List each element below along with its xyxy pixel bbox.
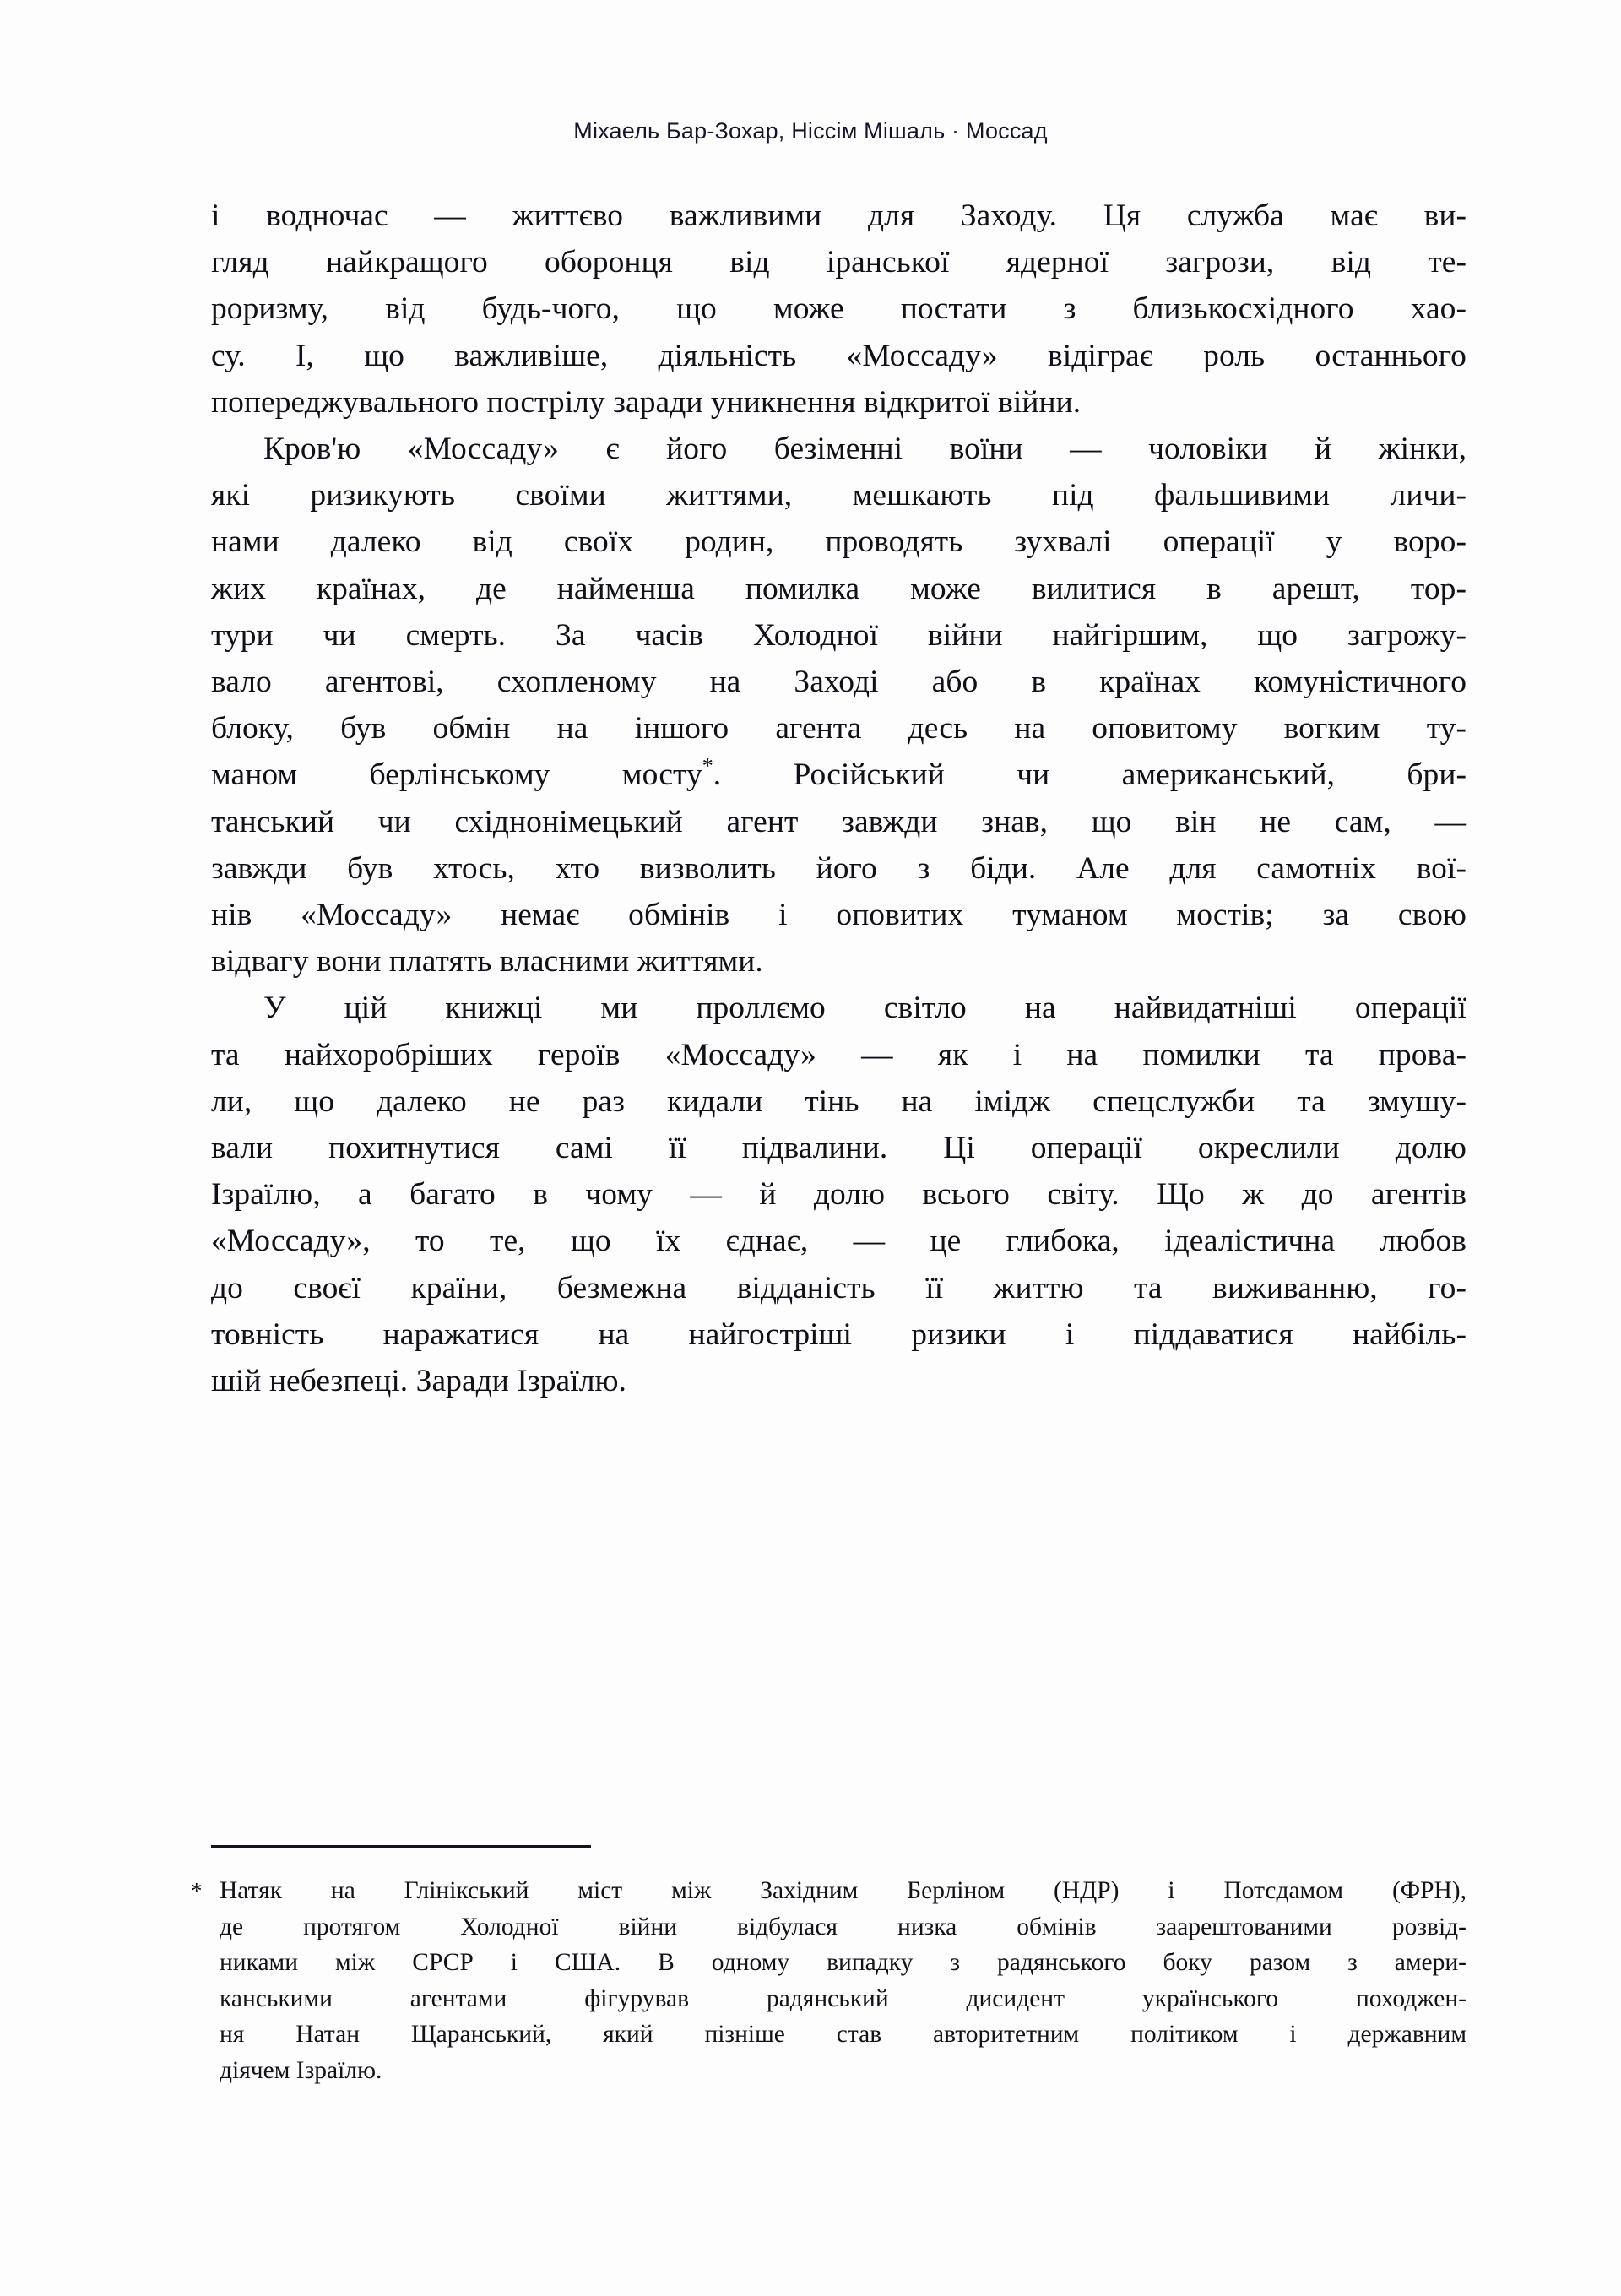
- text-line: шій небезпеці. Заради Ізраїлю.: [211, 1364, 626, 1399]
- footnote-line: никами між СРСР і США. В одному випадку з радянського боку разом з амери-: [220, 1949, 1466, 1977]
- text-line: тури чи смерть. За часів Холодної війни найгіршим, що загрожу-: [211, 617, 1466, 653]
- paragraph-2: [211, 426, 1466, 985]
- text-line: завжди був хтось, хто визволить його з біди. Але для самотніх вої-: [211, 850, 1466, 886]
- footnote-block: [187, 1873, 1466, 2089]
- text-line: нів «Моссаду» немає обмінів і оповитих туманом мостів; за свою: [211, 898, 1466, 933]
- footnote-row: [187, 1873, 1466, 2089]
- paragraph-1: [211, 193, 1466, 426]
- footnote-line: канськими агентами фігурував радянський дисидент українського походжен-: [220, 1984, 1466, 2012]
- text-line: ли, що далеко не раз кидали тінь на імідж спецслужби та змушу-: [211, 1083, 1466, 1119]
- text-line: жих країнах, де найменша помилка може вилитися в арешт, тор-: [211, 571, 1466, 606]
- text-line: блоку, був обмін на іншого агента десь на оповитому вогким ту-: [211, 711, 1466, 746]
- text-line: «Моссаду», то те, що їх єднає, — це глибока, ідеалістична любов: [211, 1224, 1466, 1259]
- footnote-text: [220, 1873, 1466, 2089]
- text-line: відвагу вони платять власними життями.: [211, 944, 763, 980]
- text-line: які ризикують своїми життями, мешкають під фальшивими личи-: [211, 478, 1466, 513]
- text-line: гляд найкращого оборонця від іранської ядерної загрози, від те-: [211, 245, 1466, 280]
- text-line: Ізраїлю, а багато в чому — й долю всього світу. Що ж до агентів: [211, 1177, 1466, 1213]
- footnote-line: Натяк на Глінікський міст між Західним Берліном (НДР) і Потсдамом (ФРН),: [220, 1877, 1466, 1904]
- text-line: У цій книжці ми проллємо світло на найвидатніші операції: [263, 991, 1466, 1026]
- text-line: та найхоробріших героїв «Моссаду» — як і на помилки та прова-: [211, 1037, 1466, 1072]
- footnote-line: ня Натан Щаранський, який пізніше став авторитетним політиком і державним: [220, 2021, 1466, 2049]
- text-line-with-footnote-ref: маном берлінському мосту*. Російський чи американський, бри-: [211, 753, 1466, 793]
- paragraph-3: [211, 985, 1466, 1404]
- text-line: і водночас — життєво важливими для Заходу. Ця служба має ви-: [211, 198, 1466, 233]
- footnote-line: де протягом Холодної війни відбулася низка обмінів заарештованими розвід-: [220, 1913, 1466, 1940]
- text-line: попереджувального пострілу заради уникнення відкритої війни.: [211, 384, 1082, 420]
- footnote-line: діячем Ізраїлю.: [220, 2056, 382, 2084]
- text-line: до своєї країни, безмежна відданість її життю та виживанню, го-: [211, 1270, 1466, 1305]
- body-text-block: [211, 193, 1466, 1404]
- running-header: Міхаель Бар-Зохар, Ніссім Мішаль · Моссад: [573, 118, 1048, 144]
- text-line: нами далеко від своїх родин, проводять зухвалі операції у воро-: [211, 524, 1466, 560]
- text-line: роризму, від будь-чого, що може постати з близькосхідного хао-: [211, 291, 1466, 327]
- text-line: танський чи східнонімецький агент завжди знав, що він не сам, —: [211, 804, 1466, 839]
- text-line: Кров'ю «Моссаду» є його безіменні воїни — чоловіки й жінки,: [263, 432, 1466, 467]
- footnote-marker: *: [191, 1878, 203, 1903]
- text-line: вало агентові, схопленому на Заході або в країнах комуністичного: [211, 665, 1466, 700]
- footnote-reference-marker: *: [702, 753, 713, 779]
- text-line: товність наражатися на найгостріші ризики і піддаватися найбіль-: [211, 1316, 1466, 1352]
- text-line: су. І, що важливіше, діяльність «Моссаду» відіграє роль останнього: [211, 338, 1466, 373]
- footnote-separator-rule: [211, 1845, 591, 1848]
- text-line: вали похитнутися самі її підвалини. Ці операції окреслили долю: [211, 1131, 1466, 1166]
